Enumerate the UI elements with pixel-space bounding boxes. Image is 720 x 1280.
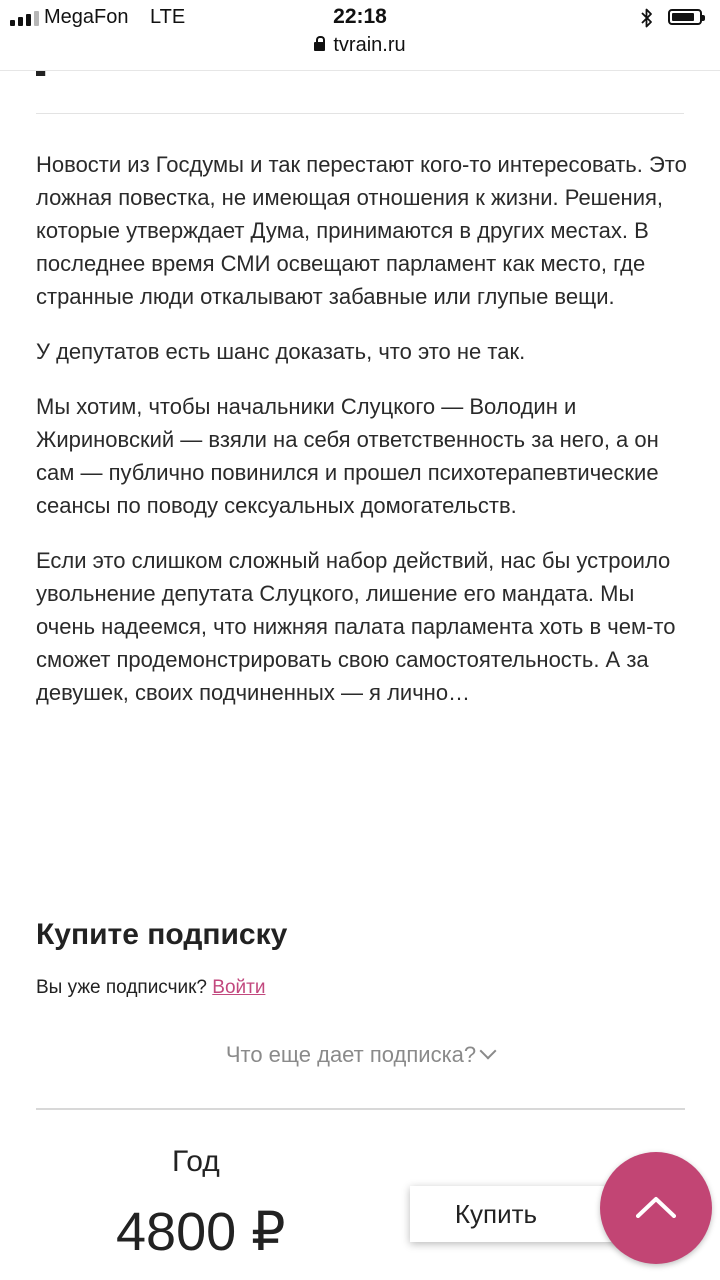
subscription-benefits-label: Что еще дает подписка?	[225, 1042, 477, 1067]
battery-level	[672, 13, 694, 21]
address-bar[interactable]	[0, 34, 720, 57]
status-bar	[0, 0, 720, 71]
subscriber-login-row	[36, 977, 265, 999]
bluetooth-icon	[640, 7, 654, 29]
subscription-title: Купите подписку	[36, 918, 288, 951]
subscription-benefits-toggle[interactable]	[0, 1042, 720, 1068]
chevron-up-icon	[636, 1196, 676, 1218]
scroll-to-top-button[interactable]	[600, 1152, 712, 1264]
network-type: LTE	[150, 6, 186, 28]
article-paragraph: Мы хотим, чтобы начальники Слуцкого — Володин и Жириновский — взяли на себя ответственность за него, а он сам — публично повинился и прошел психотерапевтические сеансы по поводу сексуальных домогательств.	[36, 394, 659, 518]
lock-icon	[314, 42, 325, 51]
status-time: 22:18	[333, 5, 387, 28]
buy-button[interactable]: Купить	[410, 1186, 632, 1242]
plan-price: 4800 ₽	[116, 1202, 286, 1262]
page-url: tvrain.ru	[333, 34, 406, 56]
already-subscriber-label: Вы уже подписчик?	[36, 977, 207, 998]
article-paragraph: Новости из Госдумы и так перестают кого-то интересовать. Это ложная повестка, не имеющая отношения к жизни. Решения, которые утверждает Дума, принимаются в других местах. В последнее время СМИ освещают парламент как место, где странные люди откалывают забавные или глупые вещи.	[36, 152, 687, 309]
battery-icon	[668, 9, 702, 25]
article-paragraph: У депутатов есть шанс доказать, что это не так.	[36, 339, 526, 364]
plan-period: Год	[172, 1145, 220, 1178]
article-body	[36, 148, 688, 731]
article-paragraph: Если это слишком сложный набор действий, нас бы устроило увольнение депутата Слуцкого, лишение его мандата. Мы очень надеемся, что нижняя палата парламента хоть в чем-то сможет продемонстрировать свою самостоятельность. А за девушек, своих подчиненных — я лично…	[36, 548, 676, 705]
divider	[36, 113, 684, 114]
chevron-down-icon	[480, 1043, 497, 1060]
carrier-name: MegaFon	[44, 6, 129, 28]
login-link[interactable]: Войти	[212, 977, 266, 998]
divider	[36, 1108, 685, 1110]
